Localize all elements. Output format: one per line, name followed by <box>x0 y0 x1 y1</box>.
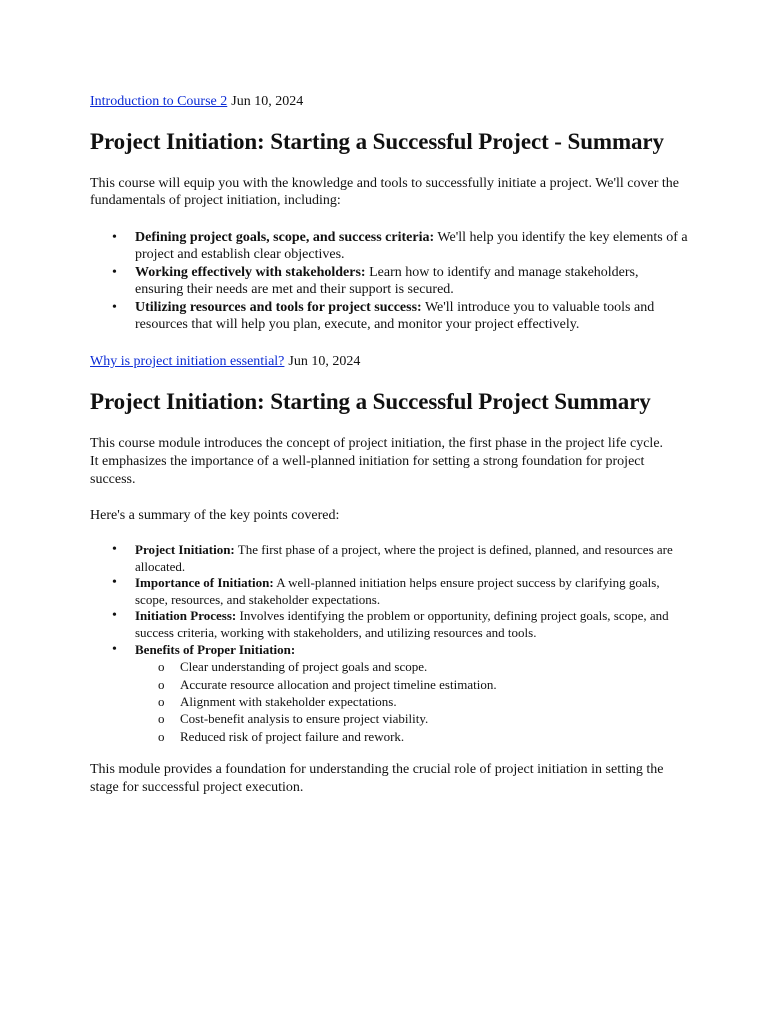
post-link[interactable]: Introduction to Course 2 <box>90 94 228 109</box>
list-item-heading: Defining project goals, scope, and success criteria: <box>135 230 435 245</box>
list-item-text: The first phase of a project, where the project is defined, planned, and resources are allocated. <box>135 542 673 574</box>
sub-list <box>135 658 680 745</box>
section-title: Project Initiation: Starting a Successful Project Summary <box>90 389 651 414</box>
post-meta <box>90 93 303 111</box>
list-item-text: A well-planned initiation helps ensure project success by clarifying goals, scope, resources, and stakeholder expectations. <box>135 575 660 607</box>
post-meta <box>90 353 360 371</box>
list-item <box>90 608 680 641</box>
sub-list-item: o Clear understanding of project goals and scope. <box>135 658 680 675</box>
list-item-heading: Utilizing resources and tools for project success: <box>135 300 422 315</box>
list-item-text: Learn how to identify and manage stakeholders, ensuring their needs are met and their support is secured. <box>135 265 639 297</box>
list-item <box>90 542 680 575</box>
list-item-text: We'll introduce you to valuable tools and resources that will help you plan, execute, and monitor your project effectively. <box>135 300 655 332</box>
list-item-heading: Importance of Initiation: <box>135 575 274 591</box>
bullet-list <box>90 229 690 334</box>
section-outro: This module provides a foundation for understanding the crucial role of project initiation in setting the stage for successful project execution. <box>90 762 664 795</box>
section-title: Project Initiation: Starting a Successful Project - Summary <box>90 129 664 154</box>
list-item-text: Involves identifying the problem or opportunity, defining project goals, scope, and success criteria, working with stakeholders, and utilizing resources and tools. <box>135 608 669 640</box>
list-item <box>90 642 680 746</box>
list-item <box>90 264 690 298</box>
post-link[interactable]: Why is project initiation essential? <box>90 354 285 369</box>
section-intro: This course will equip you with the knowledge and tools to successfully initiate a project. We'll cover the fundamentals of project initiation, including: <box>90 176 679 208</box>
list-item <box>90 229 690 263</box>
sub-list-item: o Cost-benefit analysis to ensure project viability. <box>135 710 680 727</box>
list-item-heading: Benefits of Proper Initiation: <box>135 641 296 657</box>
sub-list-item: o Alignment with stakeholder expectations. <box>135 693 680 710</box>
list-item <box>90 575 680 608</box>
section-lead: Here's a summary of the key points covered: <box>90 508 340 523</box>
post-date: Jun 10, 2024 <box>288 354 361 369</box>
section-intro: This course module introduces the concept of project initiation, the first phase in the project life cycle. It emphasizes the importance of a well-planned initiation for setting a strong foundation for project success. <box>90 436 664 487</box>
sub-list-item: o Accurate resource allocation and project timeline estimation. <box>135 676 680 693</box>
bullet-list <box>90 542 680 745</box>
list-item-text: We'll help you identify the key elements of a project and establish clear objectives. <box>135 230 688 262</box>
sub-list-item: o Reduced risk of project failure and rework. <box>135 728 680 745</box>
list-item <box>90 299 690 333</box>
list-item-heading: Project Initiation: <box>135 542 235 557</box>
post-date: Jun 10, 2024 <box>231 94 304 109</box>
list-item-heading: Initiation Process: <box>135 608 237 624</box>
list-item-heading: Working effectively with stakeholders: <box>135 265 366 280</box>
